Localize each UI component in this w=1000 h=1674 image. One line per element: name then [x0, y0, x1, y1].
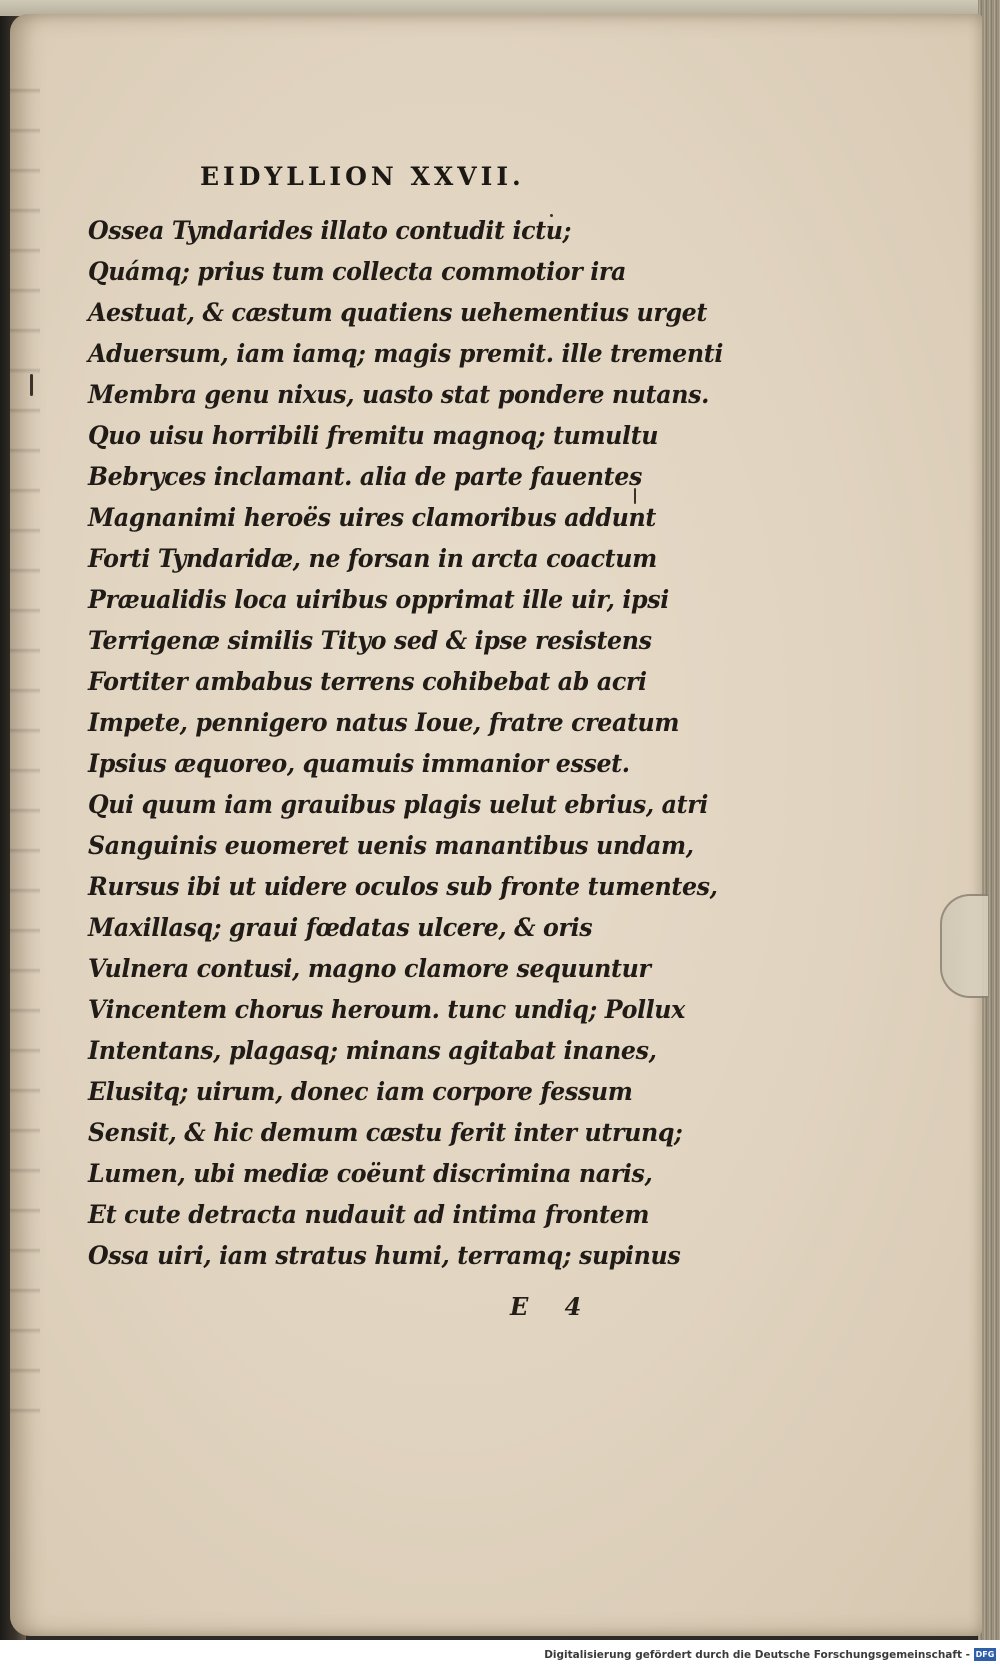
gutter-marks [10, 54, 40, 1434]
verse-line: Quo uisu horribili fremitu magnoq; tumultu [88, 421, 659, 451]
verse-line: Ossa uiri, iam stratus humi, terramq; supinus [88, 1241, 681, 1271]
verse-line: Lumen, ubi mediæ coëunt discrimina naris, [88, 1159, 653, 1189]
running-head: EIDYLLION XXVII. [200, 162, 525, 191]
dfg-logo-icon: DFG [975, 1650, 995, 1659]
verse-line: Sanguinis euomeret uenis manantibus undam, [88, 831, 694, 861]
book-page [10, 14, 982, 1636]
verse-line: Aestuat, & cæstum quatiens uehementius urget [88, 298, 707, 328]
funding-credit: Digitalisierung gefördert durch die Deutsche Forschungsgemeinschaft - [544, 1649, 970, 1661]
verse-line: Ossea Tyndarides illato contudit ictu; [88, 216, 572, 246]
verse-line: Rursus ibi ut uidere oculos sub fronte tumentes, [88, 872, 718, 902]
verse-line: Bebryces inclamant. alia de parte fauentes [88, 462, 642, 492]
verse-line: Vulnera contusi, magno clamore sequuntur [88, 954, 651, 984]
verse-line: Quámq; prius tum collecta commotior ira [88, 257, 626, 287]
footer-bar [0, 1640, 1000, 1674]
verse-line: Impete, pennigero natus Ioue, fratre creatum [88, 708, 680, 738]
verse-line: Terrigenæ similis Tityo sed & ipse resistens [88, 626, 652, 656]
verse-line: Forti Tyndaridæ, ne forsan in arcta coactum [88, 544, 657, 574]
verse-line: Ipsius æquoreo, quamuis immanior esset. [88, 749, 630, 779]
bookmark-tab [940, 894, 988, 998]
ink-speck [30, 374, 33, 396]
verse-line: Fortiter ambabus terrens cohibebat ab acri [88, 667, 647, 697]
verse-line: Aduersum, iam iamq; magis premit. ille trementi [88, 339, 724, 369]
verse-line: Sensit, & hic demum cæstu ferit inter utrunq; [88, 1118, 683, 1148]
verse-line: Et cute detracta nudauit ad intima frontem [88, 1200, 650, 1230]
text-block [88, 162, 724, 1277]
verse-line: Qui quum iam grauibus plagis uelut ebrius, atri [88, 790, 709, 820]
verse-line: Præualidis loca uiribus opprimat ille uir, ipsi [88, 585, 669, 615]
verse-line: Vincentem chorus heroum. tunc undiq; Pollux [88, 995, 685, 1025]
verse-line: Intentans, plagasq; minans agitabat inanes, [88, 1036, 657, 1066]
verse-line: Maxillasq; graui fœdatas ulcere, & oris [88, 913, 593, 943]
verse-line: Magnanimi heroës uires clamoribus addunt [88, 503, 656, 533]
verse-lines [88, 211, 724, 1277]
verse-line: Elusitq; uirum, donec iam corpore fessum [88, 1077, 633, 1107]
signature-mark: E 4 [510, 1292, 596, 1321]
verse-line: Membra genu nixus, uasto stat pondere nutans. [88, 380, 709, 410]
